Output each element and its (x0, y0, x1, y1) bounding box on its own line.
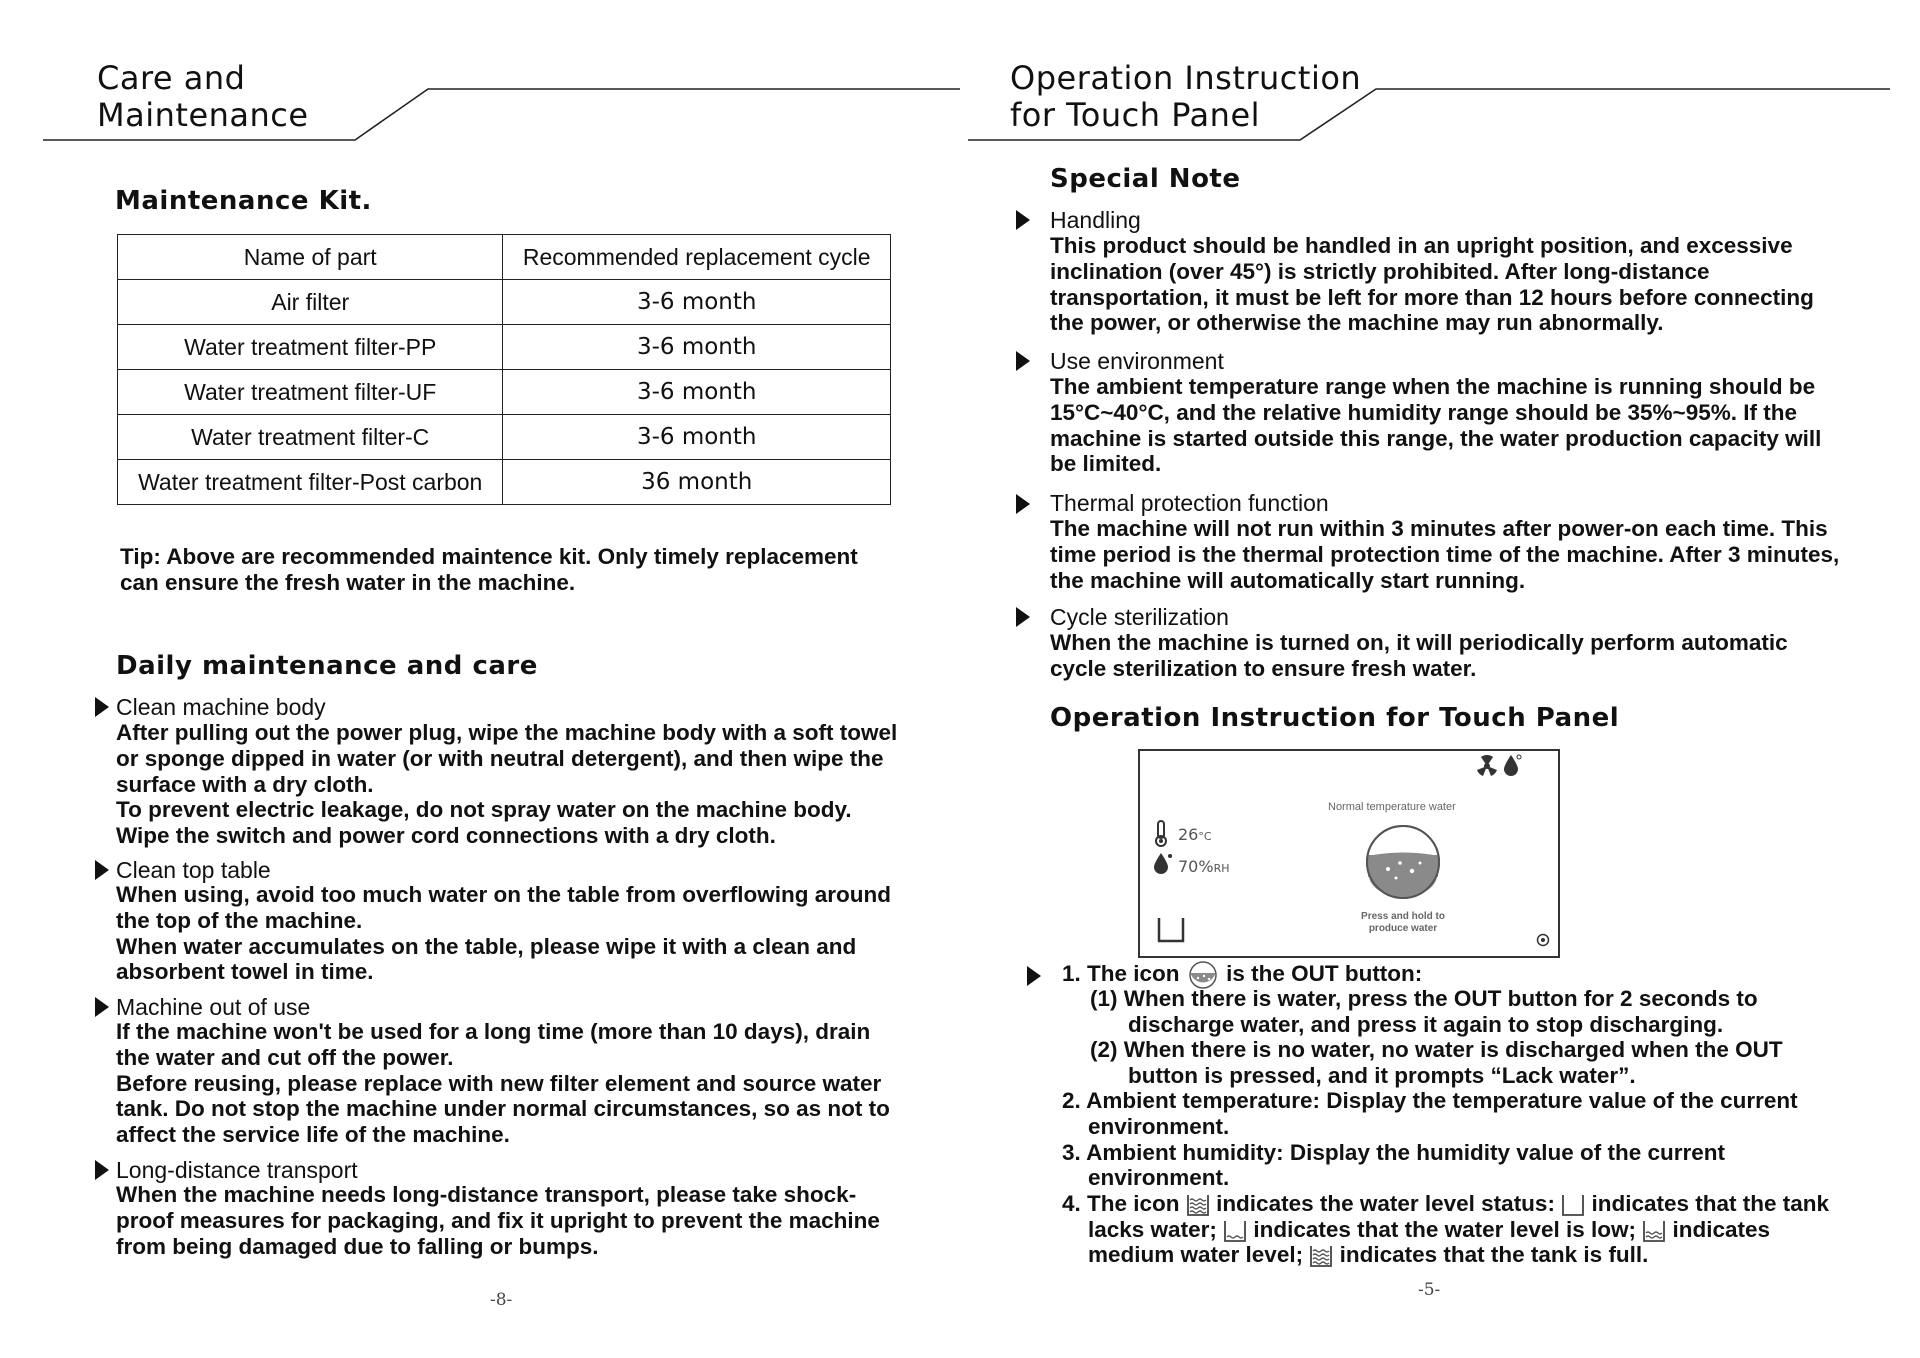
body-line: the top of the machine. (116, 907, 363, 933)
instruction-3-cont (1088, 1165, 1229, 1191)
bullet-body (116, 1019, 890, 1148)
replacement-cycle: 3-6 month (503, 415, 891, 460)
body-line: absorbent towel in time. (116, 959, 374, 985)
instruction-1-2 (1090, 1037, 1783, 1063)
bullet-body (116, 720, 897, 849)
operation-instruction-title: Operation Instruction for Touch Panel (1050, 703, 1620, 733)
instruction-text: 3. Ambient humidity: Display the humidity value of the current (1062, 1140, 1726, 1165)
water-type-label: Normal temperature water (1328, 801, 1456, 813)
instruction-text: environment. (1088, 1165, 1230, 1190)
instruction-3 (1062, 1140, 1725, 1166)
bullet-triangle-icon (1016, 210, 1030, 230)
bullet-body (1050, 630, 1788, 682)
bullet-body (1050, 516, 1839, 593)
bullet-heading: Cycle sterilization (1050, 604, 1229, 630)
body-line: the water and cut off the power. (116, 1044, 454, 1070)
bullet-triangle-icon (95, 697, 109, 717)
maintenance-kit-table (117, 234, 891, 505)
body-line: tank. Do not stop the machine under normal circumstances, so as not to (116, 1096, 890, 1122)
bullet-heading: Machine out of use (116, 994, 311, 1020)
instruction-text: is the OUT button: (1226, 960, 1423, 986)
instruction-2 (1062, 1088, 1798, 1114)
body-line: cycle sterilization to ensure fresh water. (1050, 655, 1477, 681)
power-icon[interactable] (1536, 933, 1550, 947)
water-level-full-icon (1186, 1193, 1210, 1217)
instruction-text: indicates that the tank is full. (1339, 1242, 1649, 1267)
bullet-triangle-icon (95, 860, 109, 880)
instruction-4 (1062, 1191, 1829, 1217)
bullet-heading: Use environment (1050, 348, 1224, 374)
tip-line: Tip: Above are recommended maintence kit. Only timely replacement (120, 544, 858, 569)
instruction-text: discharge water, and press it again to stop discharging. (1128, 1012, 1724, 1037)
page-number: -8- (490, 1290, 513, 1310)
body-line: 15°C~40°C, and the relative humidity range should be 35%~95%. If the (1050, 399, 1797, 425)
part-name: Air filter (118, 280, 503, 325)
humidity-readout (1178, 857, 1229, 876)
water-level-empty-icon (1156, 915, 1186, 945)
body-line: the machine will automatically start running. (1050, 567, 1526, 593)
table-row (118, 370, 891, 415)
replacement-cycle: 3-6 month (503, 325, 891, 370)
body-line: Wipe the switch and power cord connections with a dry cloth. (116, 823, 776, 849)
out-button-caption (1340, 911, 1466, 935)
body-line: transportation, it must be left for more than 12 hours before connecting (1050, 284, 1814, 310)
instruction-text: indicates that the tank (1591, 1191, 1830, 1216)
replacement-cycle: 36 month (503, 460, 891, 505)
maintenance-kit-title: Maintenance Kit. (115, 186, 372, 216)
out-water-button[interactable] (1364, 823, 1442, 901)
body-line: the power, or otherwise the machine may run abnormally. (1050, 310, 1664, 336)
body-line: be limited. (1050, 451, 1162, 477)
body-line: or sponge dipped in water (or with neutral detergent), and then wipe the (116, 745, 884, 771)
instruction-text: indicates that the water level is low; (1253, 1217, 1636, 1242)
instruction-2-cont (1088, 1114, 1229, 1140)
bullet-heading: Long-distance transport (116, 1157, 358, 1183)
body-line: When using, avoid too much water on the table from overflowing around (116, 882, 892, 907)
daily-maintenance-title: Daily maintenance and care (116, 651, 538, 681)
body-line: machine is started outside this range, the water production capacity will (1050, 425, 1822, 451)
page-number: -5- (1418, 1280, 1441, 1300)
bullet-heading: Thermal protection function (1050, 490, 1329, 516)
temperature-unit: °C (1198, 830, 1212, 843)
header-line2: for Touch Panel (1010, 96, 1261, 134)
part-name: Water treatment filter-Post carbon (118, 460, 503, 505)
bullet-body (1050, 374, 1821, 477)
bullet-triangle-icon (1016, 351, 1030, 371)
tip-line: can ensure the fresh water in the machine. (120, 569, 576, 595)
body-line: proof measures for packaging, and fix it upright to prevent the machine (116, 1207, 880, 1233)
instruction-text: lacks water; (1088, 1217, 1217, 1242)
table-row (118, 460, 891, 505)
water-level-low-icon (1223, 1219, 1247, 1243)
water-drop-temp-icon (1502, 753, 1522, 777)
body-line: To prevent electric leakage, do not spray water on the machine body. (116, 797, 852, 823)
instruction-1-1 (1090, 986, 1758, 1012)
humidity-drop-icon (1152, 851, 1174, 875)
water-level-full-icon (1309, 1244, 1333, 1268)
table-header-row (118, 235, 891, 280)
instruction-4-cont-1 (1088, 1217, 1770, 1243)
table-row (118, 325, 891, 370)
body-line: affect the service life of the machine. (116, 1122, 510, 1148)
instruction-text: 2. Ambient temperature: Display the temperature value of the current (1062, 1088, 1798, 1113)
page-header-title (1010, 60, 1361, 134)
bullet-heading: Clean machine body (116, 694, 326, 720)
part-name: Water treatment filter-C (118, 415, 503, 460)
body-line: This product should be handled in an upright position, and excessive (1050, 233, 1793, 258)
bullet-triangle-icon (1027, 966, 1041, 986)
instruction-text: 4. The icon (1062, 1191, 1180, 1216)
bullet-triangle-icon (1016, 607, 1030, 627)
instruction-text: button is pressed, and it prompts “Lack water”. (1128, 1063, 1636, 1088)
touch-panel-illustration (1138, 749, 1560, 958)
body-line: When water accumulates on the table, please wipe it with a clean and (116, 933, 857, 959)
replacement-cycle: 3-6 month (503, 370, 891, 415)
instruction-text: medium water level; (1088, 1242, 1304, 1267)
bullet-body (116, 1182, 880, 1259)
bullet-heading: Handling (1050, 207, 1141, 233)
tip-text (120, 544, 940, 596)
temperature-value: 26 (1178, 825, 1199, 844)
instruction-4-cont-2 (1088, 1242, 1648, 1268)
body-line: When the machine is turned on, it will periodically perform automatic (1050, 630, 1788, 655)
part-name: Water treatment filter-PP (118, 325, 503, 370)
instruction-text: 1. The icon (1062, 960, 1180, 986)
body-line: Before reusing, please replace with new filter element and source water (116, 1070, 882, 1096)
replacement-cycle: 3-6 month (503, 280, 891, 325)
body-line: After pulling out the power plug, wipe the machine body with a soft towel (116, 720, 898, 745)
radiation-icon (1476, 755, 1498, 777)
bullet-triangle-icon (1016, 494, 1030, 514)
temperature-readout (1178, 825, 1212, 844)
body-line: The ambient temperature range when the machine is running should be (1050, 374, 1816, 399)
bullet-body (1050, 233, 1814, 336)
instruction-text: environment. (1088, 1114, 1230, 1139)
body-line: inclination (over 45°) is strictly prohibited. After long-distance (1050, 258, 1710, 284)
body-line: time period is the thermal protection time of the machine. After 3 minutes, (1050, 541, 1840, 567)
special-note-title: Special Note (1050, 164, 1241, 194)
body-line: surface with a dry cloth. (116, 771, 374, 797)
caption-line: Press and hold to (1361, 911, 1445, 922)
water-level-empty-icon (1561, 1193, 1585, 1217)
bullet-triangle-icon (95, 1160, 109, 1180)
header-line2: Maintenance (97, 96, 309, 134)
body-line: The machine will not run within 3 minutes after power-on each time. This (1050, 516, 1828, 541)
instruction-text: indicates (1672, 1217, 1771, 1242)
bullet-body (116, 882, 891, 985)
table-row (118, 415, 891, 460)
instruction-text: (1) When there is water, press the OUT button for 2 seconds to (1090, 986, 1758, 1011)
humidity-value: 70% (1178, 857, 1214, 876)
instruction-1-1-cont (1128, 1012, 1723, 1038)
header-line1: Care and (97, 59, 246, 97)
bullet-triangle-icon (95, 997, 109, 1017)
column-header: Recommended replacement cycle (503, 235, 891, 280)
page-header-title (97, 60, 309, 134)
body-line: If the machine won't be used for a long time (more than 10 days), drain (116, 1019, 871, 1044)
thermometer-icon (1152, 819, 1170, 847)
header-line1: Operation Instruction (1010, 59, 1362, 97)
body-line: from being damaged due to falling or bumps. (116, 1233, 599, 1259)
humidity-unit: RH (1213, 862, 1230, 875)
instruction-1-2-cont (1128, 1063, 1636, 1089)
caption-line: produce water (1368, 923, 1438, 934)
part-name: Water treatment filter-UF (118, 370, 503, 415)
water-level-medium-icon (1642, 1219, 1666, 1243)
instruction-text: (2) When there is no water, no water is discharged when the OUT (1090, 1037, 1783, 1062)
body-line: When the machine needs long-distance transport, please take shock- (116, 1182, 857, 1207)
table-row (118, 280, 891, 325)
instruction-text: indicates the water level status: (1216, 1191, 1555, 1216)
bullet-heading: Clean top table (116, 857, 271, 883)
column-header: Name of part (118, 235, 503, 280)
